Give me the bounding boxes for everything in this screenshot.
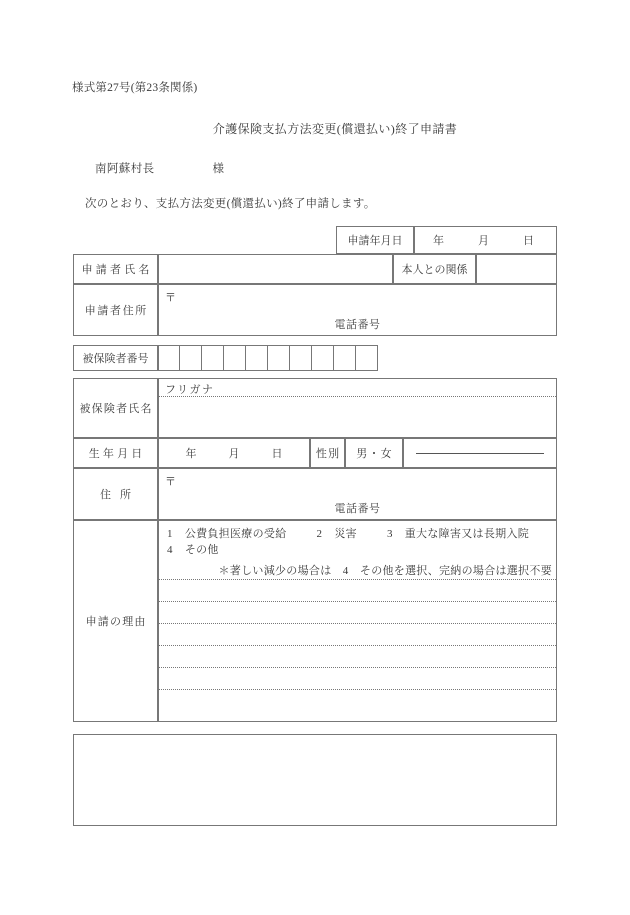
- reason-content[interactable]: [158, 520, 557, 722]
- application-date-value[interactable]: [414, 226, 557, 254]
- furigana-label: フリガナ: [165, 384, 215, 396]
- birth-year-unit: 年: [185, 448, 197, 460]
- reason-writing-line[interactable]: [159, 689, 556, 690]
- reason-writing-line[interactable]: [159, 645, 556, 646]
- insured-number-cell[interactable]: [246, 345, 268, 371]
- day-unit: 日: [523, 235, 534, 247]
- reason-option-4-number: 4: [167, 544, 173, 556]
- insured-number-cell[interactable]: [224, 345, 246, 371]
- application-date-label: 申請年月日: [336, 226, 414, 254]
- applicant-address-input[interactable]: [158, 284, 557, 336]
- insured-number-cell[interactable]: [202, 345, 224, 371]
- reason-option-list[interactable]: [167, 526, 529, 558]
- insured-name-input[interactable]: [158, 378, 557, 438]
- reason-option-4-text[interactable]: その他: [184, 544, 219, 556]
- insured-address-label: 住所: [73, 468, 158, 520]
- addressee-name: 南阿蘇村長: [95, 163, 155, 175]
- reason-writing-line[interactable]: [159, 667, 556, 668]
- lead-text: 次のとおり、支払方法変更(償還払い)終了申請します。: [85, 198, 376, 210]
- insured-number-label: 被保険者番号: [73, 345, 158, 371]
- applicant-address-label: 申請者住所: [73, 284, 158, 336]
- reason-option-2-text[interactable]: 災害: [334, 528, 357, 540]
- bottom-free-box[interactable]: [73, 734, 557, 826]
- gender-options[interactable]: 男・女: [345, 438, 403, 468]
- reason-writing-line[interactable]: [159, 623, 556, 624]
- horizontal-rule: [416, 453, 544, 454]
- applicant-name-input[interactable]: [158, 254, 393, 284]
- applicant-name-label: 申請者氏名: [73, 254, 158, 284]
- reason-note: ＊著しい減少の場合は 4 その他を選択、完納の場合は選択不要: [218, 565, 552, 577]
- page-title: 介護保険支払方法変更(償還払い)終了申請書: [212, 122, 458, 136]
- insured-birthdate-value[interactable]: [158, 438, 310, 468]
- insured-address-input[interactable]: [158, 468, 557, 520]
- birth-month-unit: 月: [228, 448, 240, 460]
- reason-writing-line[interactable]: [159, 579, 556, 580]
- applicant-relation-input[interactable]: [476, 254, 557, 284]
- applicant-phone-label: 電話番号: [334, 319, 381, 331]
- insured-name-label: 被保険者氏名: [73, 378, 158, 438]
- gender-label: 性別: [310, 438, 345, 468]
- gender-blank-cell[interactable]: [403, 438, 557, 468]
- insured-number-cell[interactable]: [356, 345, 378, 371]
- reason-option-3-number: 3: [386, 528, 393, 540]
- addressee-honorific: 様: [212, 163, 225, 175]
- year-unit: 年: [433, 235, 444, 247]
- insured-number-cell[interactable]: [180, 345, 202, 371]
- reason-option-3-text[interactable]: 重大な障害又は長期入院: [404, 528, 530, 540]
- furigana-separator: [159, 396, 556, 397]
- postal-code-icon: 〒: [165, 476, 176, 488]
- month-unit: 月: [478, 235, 489, 247]
- reason-option-2-number: 2: [316, 528, 323, 540]
- reason-label: 申請の理由: [73, 520, 158, 722]
- addressee: [95, 160, 224, 176]
- insured-phone-label: 電話番号: [334, 503, 381, 515]
- insured-number-cell[interactable]: [290, 345, 312, 371]
- form-code: 様式第27号(第23条関係): [72, 82, 198, 94]
- postal-code-icon: 〒: [165, 292, 176, 304]
- insured-number-cell[interactable]: [268, 345, 290, 371]
- insured-number-cell[interactable]: [158, 345, 180, 371]
- insured-number-cell[interactable]: [334, 345, 356, 371]
- reason-option-1-text[interactable]: 公費負担医療の受給: [184, 528, 287, 540]
- insured-birthdate-label: 生年月日: [73, 438, 158, 468]
- reason-writing-line[interactable]: [159, 601, 556, 602]
- applicant-relation-label: 本人との関係: [393, 254, 476, 284]
- reason-option-1-number: 1: [167, 528, 173, 540]
- birth-day-unit: 日: [271, 448, 283, 460]
- insured-number-cell[interactable]: [312, 345, 334, 371]
